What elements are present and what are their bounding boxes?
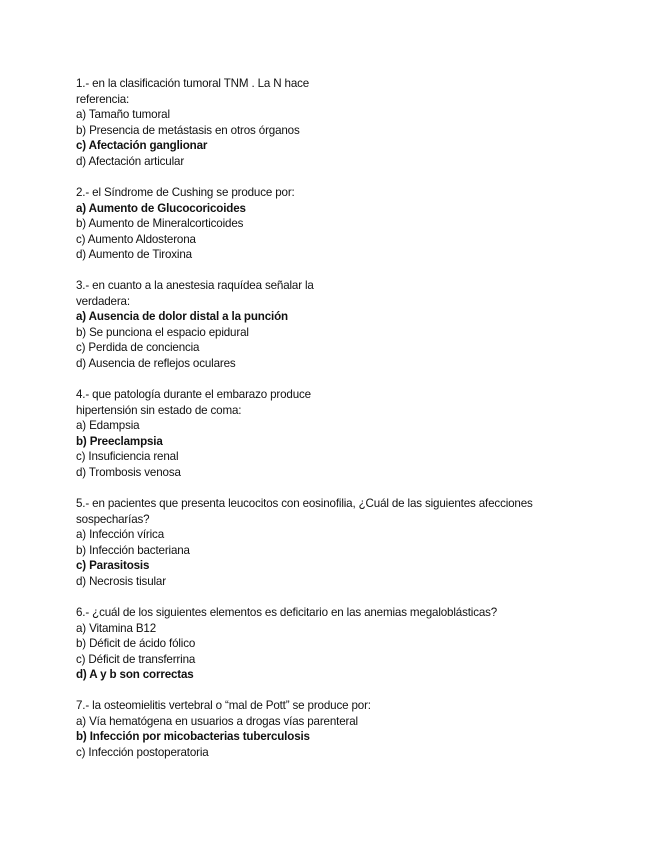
answer-option: b) Se punciona el espacio epidural (76, 325, 249, 339)
answer-option-correct: c) Afectación ganglionar (76, 139, 208, 153)
question-text: 1.- en la clasificación tumoral TNM . La N hace (76, 77, 310, 90)
question-4 (76, 387, 556, 481)
question-text: 2.- el Síndrome de Cushing se produce por: (76, 186, 295, 199)
question-5 (76, 496, 576, 590)
answer-option: b) Infección bacteriana (76, 543, 190, 557)
question-7 (76, 698, 556, 760)
question-3 (76, 278, 556, 372)
answer-option-correct: d) A y b son correctas (76, 668, 194, 682)
question-text: 4.- que patología durante el embarazo produce (76, 388, 311, 401)
answer-option: d) Ausencia de reflejos oculares (76, 356, 236, 370)
question-text: referencia: (76, 92, 130, 106)
answer-option-correct: a) Ausencia de dolor distal a la punción (76, 310, 288, 324)
answer-option: b) Presencia de metástasis en otros órganos (76, 123, 300, 137)
answer-option: a) Tamaño tumoral (76, 108, 170, 122)
answer-option: c) Aumento Aldosterona (76, 232, 196, 246)
answer-option: d) Trombosis venosa (76, 465, 181, 479)
answer-option: a) Vía hematógena en usuarios a drogas vías parenteral (76, 714, 358, 728)
question-text: 3.- en cuanto a la anestesia raquídea señalar la (76, 279, 314, 292)
question-text: 7.- la osteomielitis vertebral o “mal de Pott” se produce por: (76, 699, 371, 712)
answer-option: d) Aumento de Tiroxina (76, 248, 192, 262)
answer-option: c) Déficit de transferrina (76, 652, 196, 666)
answer-option-correct: b) Preeclampsia (76, 434, 163, 448)
answer-option: a) Edampsia (76, 419, 140, 433)
question-text: hipertensión sin estado de coma: (76, 403, 242, 417)
answer-option: c) Infección postoperatoria (76, 745, 209, 759)
question-text: verdadera: (76, 294, 130, 308)
question-text: 5.- en pacientes que presenta leucocitos con eosinofilia, ¿Cuál de las siguientes afecciones (76, 497, 533, 510)
question-1 (76, 76, 556, 170)
question-2 (76, 185, 556, 263)
answer-option-correct: a) Aumento de Glucocoricoides (76, 201, 246, 215)
question-6 (76, 605, 576, 683)
answer-option: a) Vitamina B12 (76, 621, 157, 635)
answer-option-correct: c) Parasitosis (76, 559, 150, 573)
answer-option-correct: b) Infección por micobacterias tuberculosis (76, 730, 310, 744)
answer-option: c) Perdida de conciencia (76, 341, 200, 355)
question-text: sospecharías? (76, 512, 150, 526)
answer-option: d) Afectación articular (76, 154, 185, 168)
question-text: 6.- ¿cuál de los siguientes elementos es deficitario en las anemias megaloblásticas? (76, 606, 498, 619)
answer-option: d) Necrosis tisular (76, 574, 166, 588)
answer-option: c) Insuficiencia renal (76, 450, 179, 464)
answer-option: b) Déficit de ácido fólico (76, 637, 196, 651)
answer-option: a) Infección vírica (76, 528, 165, 542)
answer-option: b) Aumento de Mineralcorticoides (76, 217, 244, 231)
